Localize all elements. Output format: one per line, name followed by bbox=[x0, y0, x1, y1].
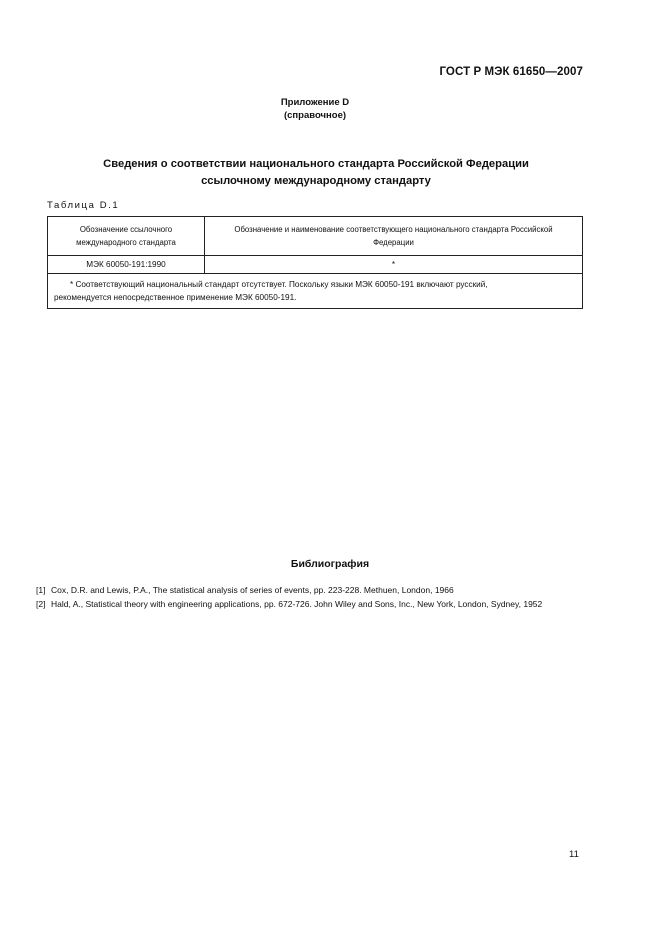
section-title-line1: Сведения о соответствии национального стандарта Российской Федерации bbox=[103, 158, 529, 170]
col2-header-line1: Обозначение и наименование соответствующего национального стандарта Российской bbox=[234, 225, 553, 234]
table-note bbox=[48, 274, 583, 309]
table-row bbox=[48, 256, 583, 274]
col1-header bbox=[48, 217, 205, 256]
page-number: 11 bbox=[569, 849, 579, 860]
col2-header-line2: Федерации bbox=[373, 238, 414, 247]
bib-number: [1] bbox=[36, 585, 46, 595]
cell-national-standard: * bbox=[205, 256, 583, 274]
section-title bbox=[0, 156, 632, 190]
correspondence-table bbox=[47, 216, 583, 309]
bibliography-title: Библиография bbox=[290, 558, 370, 570]
document-id: ГОСТ Р МЭК 61650—2007 bbox=[439, 66, 583, 78]
cell-reference-standard: МЭК 60050-191:1990 bbox=[48, 256, 205, 274]
col1-header-line2: международного стандарта bbox=[76, 238, 176, 247]
table-caption: Таблица D.1 bbox=[47, 200, 120, 211]
col2-header bbox=[205, 217, 583, 256]
bibliography-list bbox=[36, 584, 586, 611]
list-item bbox=[36, 598, 586, 612]
table-note-row bbox=[48, 274, 583, 309]
table-header-row bbox=[48, 217, 583, 256]
note-line1: * Соответствующий национальный стандарт отсутствует. Поскольку языки МЭК 60050-191 включают русский, bbox=[70, 280, 488, 289]
annex-heading bbox=[0, 96, 630, 122]
bib-text: Cox, D.R. and Lewis, P.A., The statistical analysis of series of events, pp. 223-228. Methuen, London, 1966 bbox=[51, 585, 454, 595]
note-line2: рекомендуется непосредственное применение МЭК 60050-191. bbox=[54, 293, 297, 302]
col1-header-line1: Обозначение ссылочного bbox=[79, 225, 173, 234]
bib-number: [2] bbox=[36, 598, 46, 609]
annex-title: Приложение D bbox=[280, 97, 350, 108]
annex-type: (справочное) bbox=[283, 110, 347, 121]
list-item bbox=[36, 584, 586, 598]
bib-text: Hald, A., Statistical theory with engineering applications, pp. 672-726. John Wiley and Sons, Inc., New York, London, Sydney, 1952 bbox=[51, 598, 543, 609]
section-title-line2: ссылочному международному стандарту bbox=[201, 175, 431, 187]
